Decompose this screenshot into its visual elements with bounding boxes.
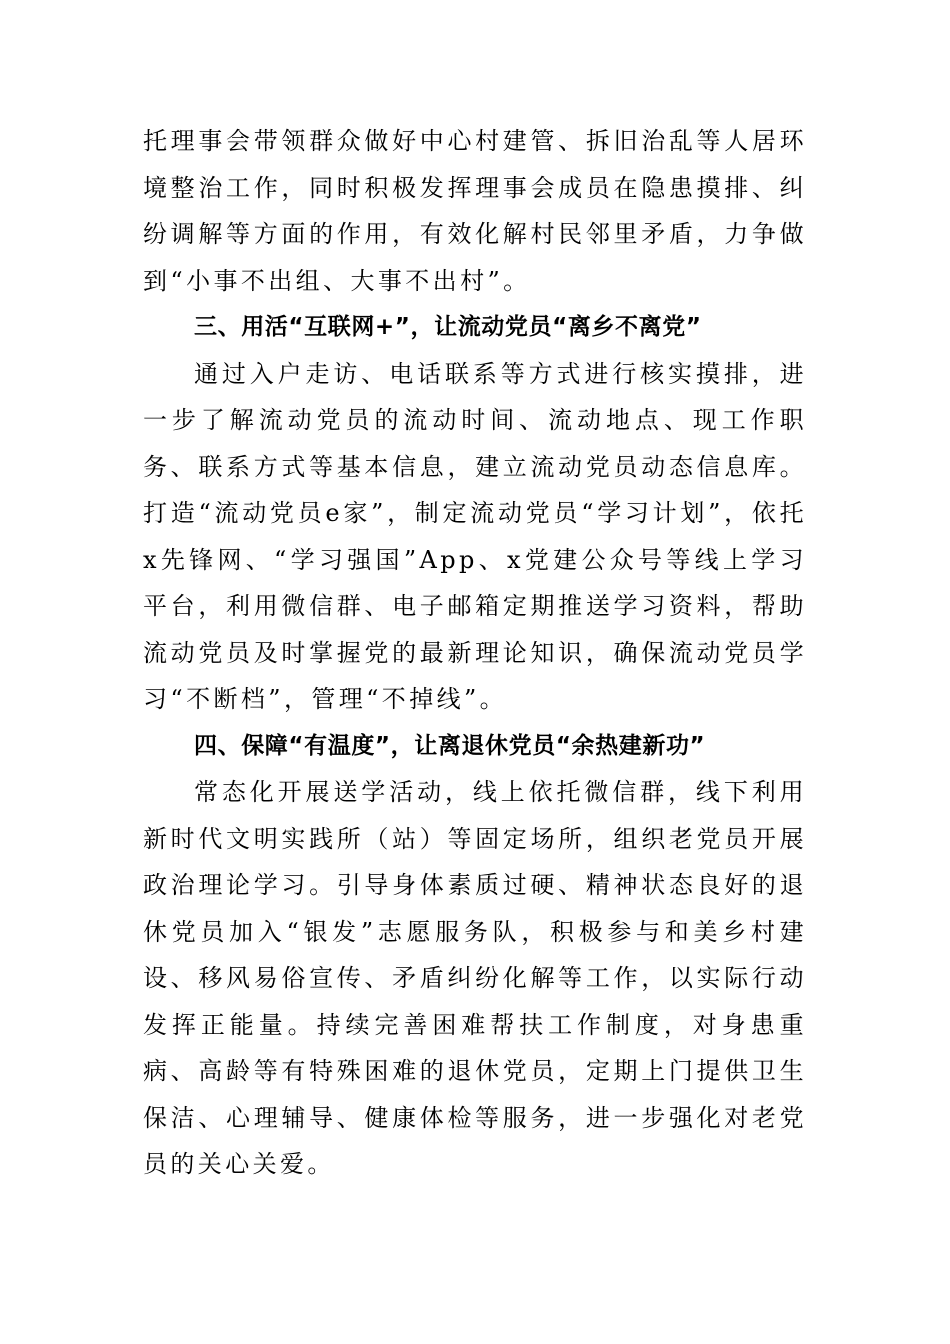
paragraph-mobile-members: 通过入户走访、电话联系等方式进行核实摸排，进一步了解流动党员的流动时间、流动地点、现工作职务、联系方式等基本信息，建立流动党员动态信息库。打造“流动党员e家”，制定流动党员“学习计划”，依托x先锋网、“学习强国”App、x党建公众号等线上学习平台，利用微信群、电子邮箱定期推送学习资料，帮助流动党员及时掌握党的最新理论知识，确保流动党员学习“不断档”，管理“不掉线”。 (143, 359, 807, 713)
paragraph-continuation: 托理事会带领群众做好中心村建管、拆旧治乱等人居环境整治工作，同时积极发挥理事会成员在隐患摸排、纠纷调解等方面的作用，有效化解村民邻里矛盾，力争做到“小事不出组、大事不出村”。 (143, 127, 807, 295)
section-heading-3: 三、用活“互联网+”，让流动党员“离乡不离党” (194, 314, 702, 340)
document-page (143, 118, 807, 1188)
paragraph-retired-members: 常态化开展送学活动，线上依托微信群，线下利用新时代文明实践所（站）等固定场所，组织老党员开展政治理论学习。引导身体素质过硬、精神状态良好的退休党员加入“银发”志愿服务队，积极参与和美乡村建设、移风易俗宣传、矛盾纠纷化解等工作，以实际行动发挥正能量。持续完善困难帮扶工作制度，对身患重病、高龄等有特殊困难的退休党员，定期上门提供卫生保洁、心理辅导、健康体检等服务，进一步强化对老党员的关心关爱。 (143, 778, 807, 1178)
section-heading-4: 四、保障“有温度”，让离退休党员“余热建新功” (194, 732, 706, 759)
